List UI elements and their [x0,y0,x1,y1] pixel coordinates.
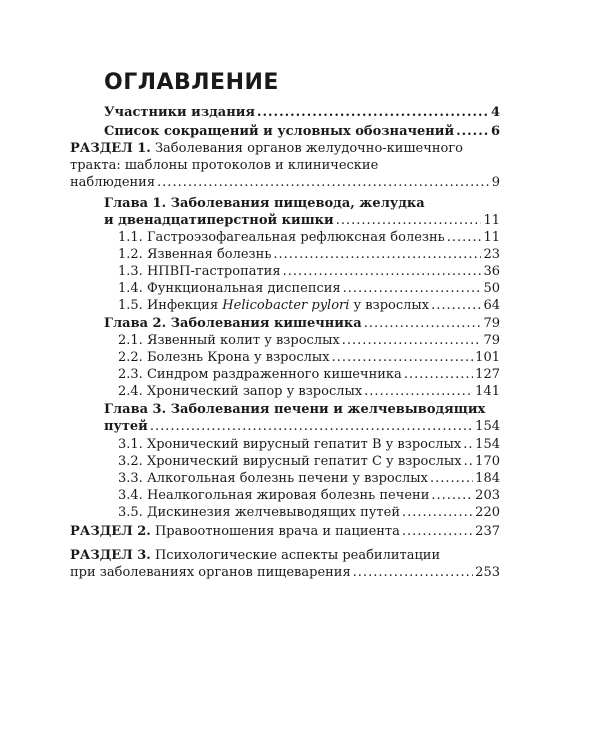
toc-entry-2-2[interactable] [118,349,500,366]
toc-entry-page: 154 [475,437,500,452]
dot-leader [431,487,473,504]
toc-entry-label: 3.4. Неалкогольная жировая болезнь печени [118,488,430,503]
toc-entry-page: 23 [483,247,500,262]
dot-leader [447,229,482,246]
toc-entry-page: 237 [475,524,500,539]
toc-chapter-1-line1[interactable]: Глава 1. Заболевания пищевода, желудка [104,196,425,211]
toc-entry-label [118,297,429,314]
toc-entry-page: 220 [475,505,500,520]
toc-entry-page: 101 [475,350,500,365]
toc-section-2[interactable] [70,523,500,540]
dot-leader [464,453,474,470]
toc-entry-2-1[interactable] [118,332,500,349]
toc-entry-label: 2.4. Хронический запор у взрослых [118,384,363,399]
toc-entry-label: и двенадцатиперстной кишки [104,213,334,228]
toc-entry-page: 170 [475,454,500,469]
toc-entry-3-2[interactable] [118,453,500,470]
toc-entry-page: 253 [475,565,500,580]
toc-section-3-line1[interactable] [70,547,440,564]
dot-leader [353,564,474,581]
toc-entry-page: 36 [483,264,500,279]
toc-entry-1-2[interactable] [118,246,500,263]
toc-entry-page: 184 [475,471,500,486]
toc-entry-participants[interactable] [104,104,500,121]
dot-leader [402,504,473,521]
section-prefix: РАЗДЕЛ 3. [70,548,151,563]
toc-chapter-3-line1[interactable]: Глава 3. Заболевания печени и желчевыводящих [104,402,486,417]
dot-leader [456,123,489,140]
dot-leader [150,418,473,435]
dot-leader [332,349,474,366]
toc-entry-page: 127 [475,367,500,382]
toc-entry-3-1[interactable] [118,436,500,453]
toc-section-1-line2: тракта: шаблоны протоколов и клинические [70,158,379,173]
toc-entry-label: 2.2. Болезнь Крона у взрослых [118,350,330,365]
toc-chapter-1-line2[interactable] [104,212,500,229]
label-part: 1.5. Инфекция [118,298,223,313]
dot-leader [283,263,482,280]
page-title: ОГЛАВЛЕНИЕ [104,70,279,95]
toc-entry-page: 6 [490,124,500,139]
dot-leader [157,174,490,191]
dot-leader [273,246,481,263]
toc-entry-label: 3.2. Хронический вирусный гепатит C у взрослых [118,454,462,469]
toc-entry-label: 3.3. Алкогольная болезнь печени у взрослых [118,471,428,486]
toc-entry-1-1[interactable] [118,229,500,246]
toc-entry-label: Участники издания [104,105,255,120]
toc-entry-label: Глава 2. Заболевания кишечника [104,316,362,331]
section-title-part: Правоотношения врача и пациента [154,524,400,539]
dot-leader [402,523,473,540]
dot-leader [364,383,473,400]
toc-section-1-line3[interactable] [70,174,500,191]
toc-entry-label: 2.1. Язвенный колит у взрослых [118,333,340,348]
toc-entry-3-3[interactable] [118,470,500,487]
toc-chapter-2[interactable] [104,315,500,332]
section-prefix: РАЗДЕЛ 1. [70,141,151,156]
dot-leader [364,315,482,332]
toc-entry-label: Список сокращений и условных обозначений [104,124,455,139]
section-prefix: РАЗДЕЛ 2. [70,524,151,539]
dot-leader [336,212,482,229]
toc-entry-label: при заболеваниях органов пищеварения [70,565,351,580]
section-title-part: Заболевания органов желудочно-кишечного [154,141,463,156]
section-title-part: Психологические аспекты реабилитации [154,548,441,563]
toc-entry-2-4[interactable] [118,383,500,400]
label-part: у взрослых [349,298,430,313]
toc-entry-label: наблюдения [70,175,156,190]
toc-entry-1-5[interactable] [118,297,500,314]
toc-entry-page: 154 [475,419,500,434]
toc-entry-2-3[interactable] [118,366,500,383]
toc-entry-page: 11 [483,213,500,228]
dot-leader [257,104,489,121]
dot-leader [343,280,482,297]
toc-entry-page: 50 [483,281,500,296]
toc-entry-page: 79 [483,316,500,331]
toc-section-1-line1[interactable] [70,140,463,157]
toc-entry-abbreviations[interactable] [104,123,500,140]
toc-entry-page: 79 [483,333,500,348]
toc-entry-label: 1.1. Гастроэзофагеальная рефлюксная болезнь [118,230,445,245]
toc-entry-1-4[interactable] [118,280,500,297]
toc-entry-page: 11 [483,230,500,245]
toc-section-3-line2[interactable] [70,564,500,581]
label-italic-part: Helicobacter pylori [222,298,350,313]
toc-entry-label: 1.3. НПВП-гастропатия [118,264,281,279]
toc-entry-label: 3.1. Хронический вирусный гепатит B у взрослых [118,437,462,452]
toc-entry-label: 1.4. Функциональная диспепсия [118,281,341,296]
toc-entry-label [70,523,400,540]
toc-entry-3-4[interactable] [118,487,500,504]
toc-entry-label: 2.3. Синдром раздраженного кишечника [118,367,402,382]
dot-leader [463,436,473,453]
toc-entry-page: 64 [483,298,500,313]
toc-entry-page: 141 [475,384,500,399]
dot-leader [431,297,481,314]
toc-entry-1-3[interactable] [118,263,500,280]
dot-leader [430,470,473,487]
toc-chapter-3-line2[interactable] [104,418,500,435]
toc-entry-page: 4 [490,105,500,120]
toc-entry-label: 1.2. Язвенная болезнь [118,247,272,262]
toc-entry-page: 203 [475,488,500,503]
dot-leader [342,332,482,349]
toc-entry-label: 3.5. Дискинезия желчевыводящих путей [118,505,400,520]
dot-leader [404,366,473,383]
toc-entry-label: путей [104,419,148,434]
toc-entry-3-5[interactable] [118,504,500,521]
toc-entry-page: 9 [491,175,500,190]
